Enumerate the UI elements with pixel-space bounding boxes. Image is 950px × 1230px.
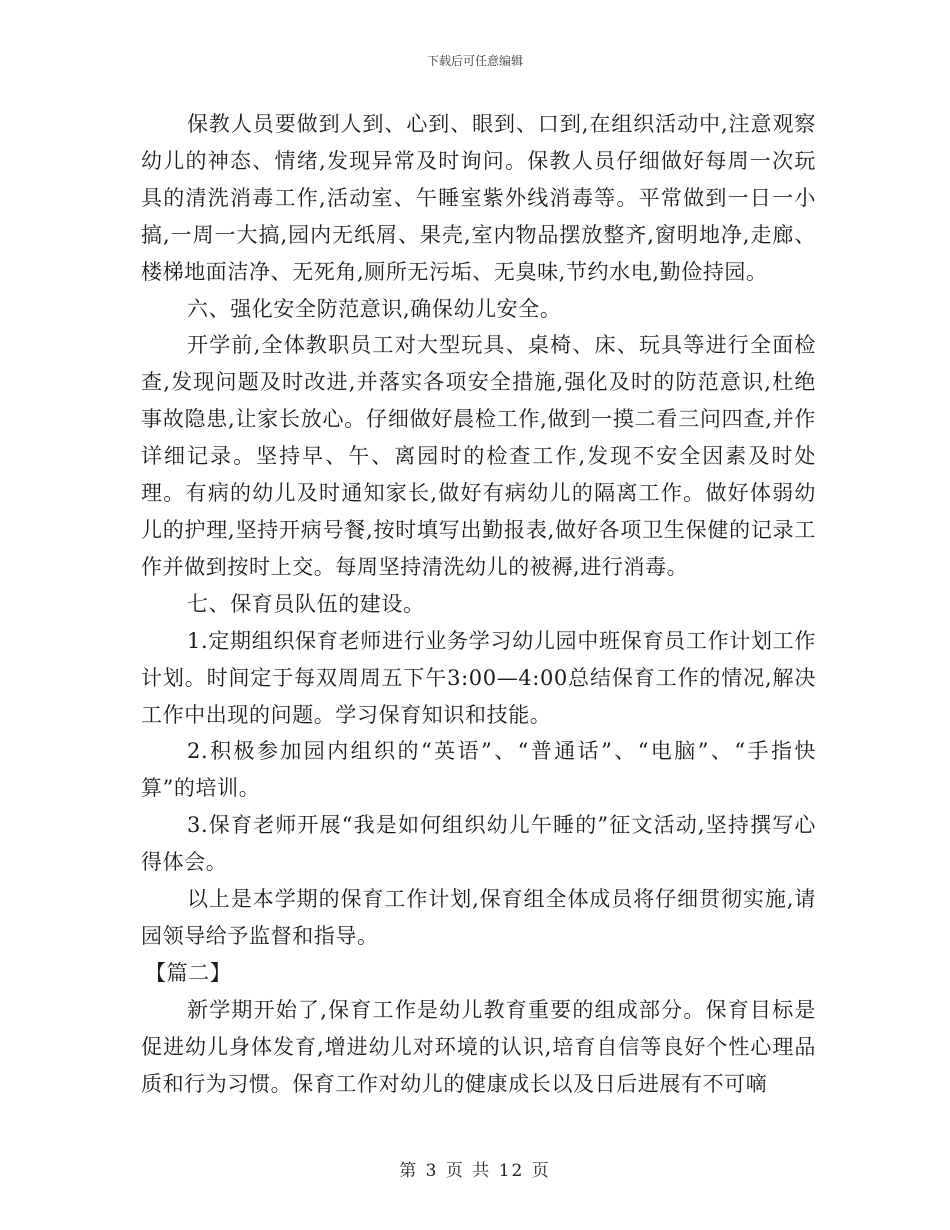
paragraph-safety: 开学前,全体教职员工对大型玩具、桌椅、床、玩具等进行全面检查,发现问题及时改进,并落实各项安全措施,强化及时的防范意识,杜绝事故隐患,让家长放心。仔细做好晨检工作,做到一摸二看三问四查,并作详细记录。坚持早、午、离园时的检查工作,发现不安全因素及时处理。有病的幼儿及时通知家长,做好有病幼儿的隔离工作。做好体弱幼儿的护理,坚持开病号餐,按时填写出勤报表,做好各项卫生保健的记录工作并做到按时上交。每周坚持清洗幼儿的被褥,进行消毒。 bbox=[141, 333, 816, 579]
paragraph-hygiene: 保教人员要做到人到、心到、眼到、口到,在组织活动中,注意观察幼儿的神态、情绪,发现异常及时询问。保教人员仔细做好每周一次玩具的清洗消毒工作,活动室、午睡室紫外线消毒等。平常做到一日一小搞,一周一大搞,园内无纸屑、果壳,室内物品摆放整齐,窗明地净,走廊、楼梯地面洁净、无死角,厕所无污垢、无臭味,节约水电,勤俭持园。 bbox=[141, 112, 816, 284]
paragraph-closing: 以上是本学期的保育工作计划,保育组全体成员将仔细贯彻实施,请园领导给予监督和指导。 bbox=[141, 887, 816, 948]
paragraph-part-two-intro: 新学期开始了,保育工作是幼儿教育重要的组成部分。保育目标是促进幼儿身体发育,增进幼儿对环境的认识,培育自信等良好个性心理品质和行为习惯。保育工作对幼儿的健康成长以及日后进展有不可嘀 bbox=[141, 997, 816, 1096]
document-body bbox=[141, 106, 816, 1102]
heading-safety: 六、强化安全防范意识,确保幼儿安全。 bbox=[187, 296, 562, 321]
list-item-2: 2.积极参加园内组织的“英语”、“普通话”、“电脑”、“手指快算”的培训。 bbox=[141, 739, 816, 801]
heading-staff: 七、保育员队伍的建设。 bbox=[187, 591, 425, 616]
list-item-3: 3.保育老师开展“我是如何组织幼儿午睡的”征文活动,坚持撰写心得体会。 bbox=[141, 813, 816, 875]
page-header: 下载后可任意编辑 bbox=[426, 54, 523, 68]
list-item-1: 1.定期组织保育老师进行业务学习幼儿园中班保育员工作计划工作计划。时间定于每双周周五下午3:00—4:00总结保育工作的情况,解决工作中出现的问题。学习保育知识和技能。 bbox=[141, 628, 816, 727]
section-title-part-two: 【篇二】 bbox=[145, 960, 232, 985]
page-number-footer: 第 3 页 共 12 页 bbox=[399, 1161, 551, 1181]
